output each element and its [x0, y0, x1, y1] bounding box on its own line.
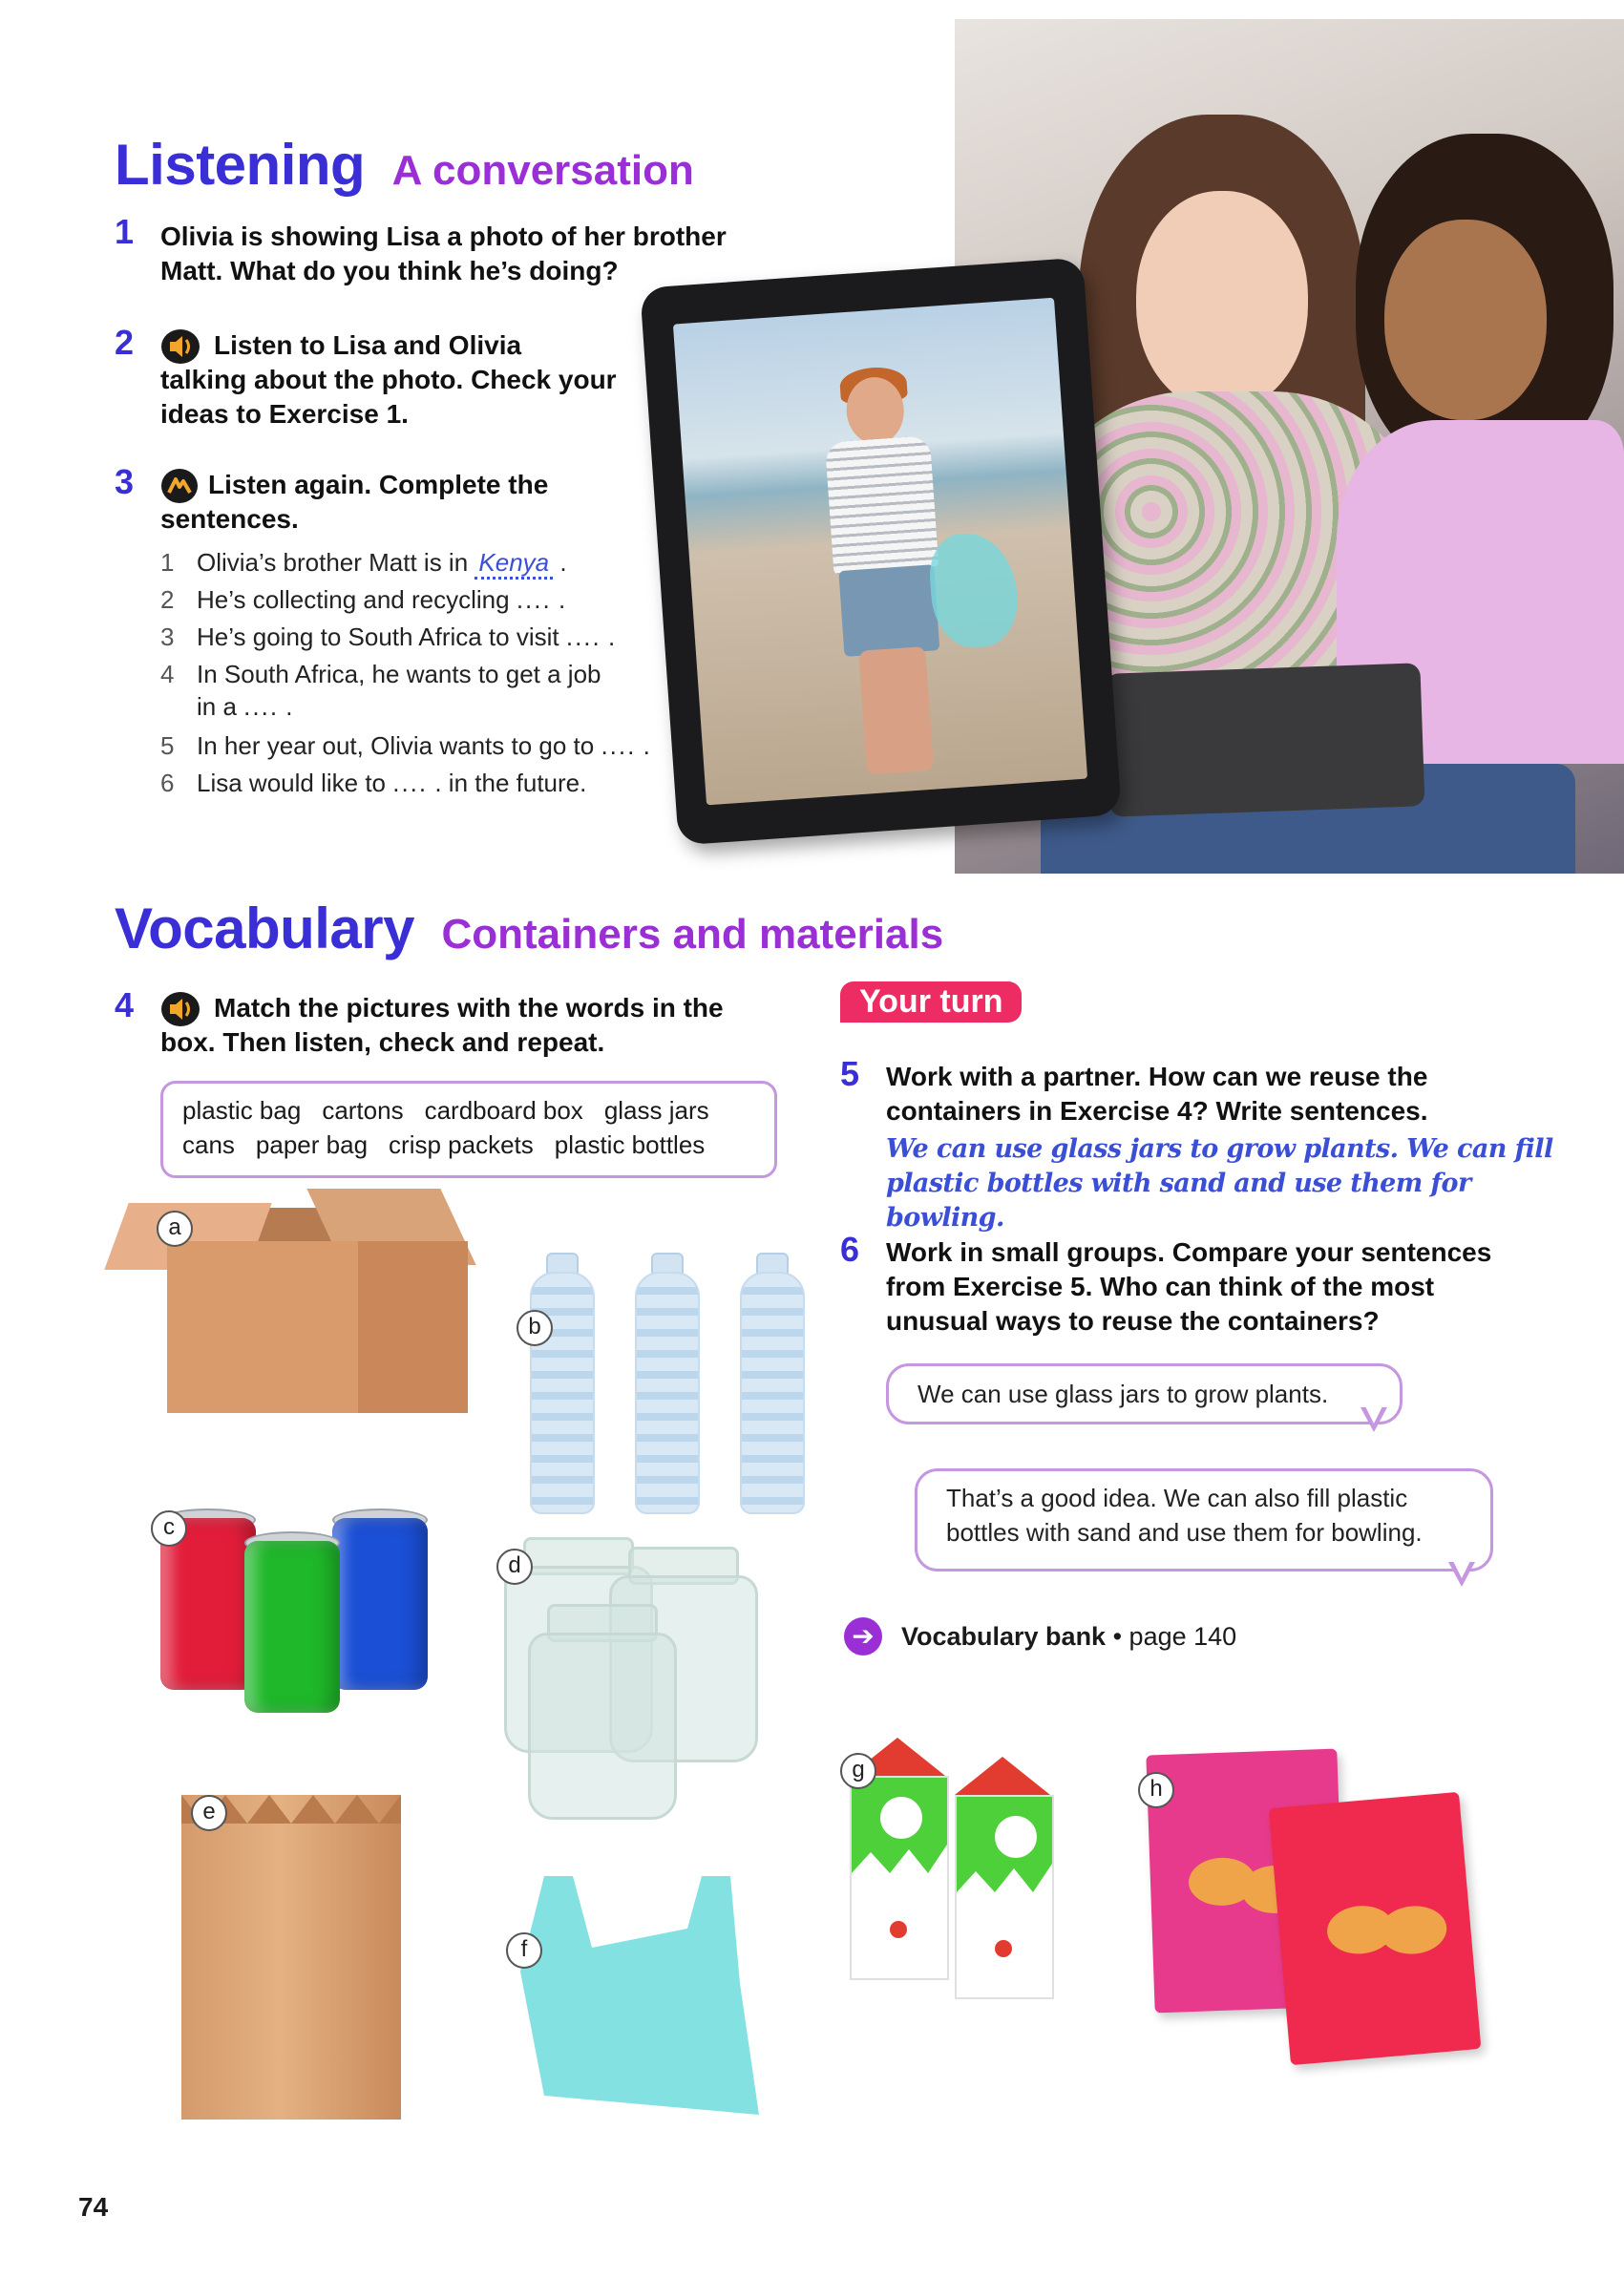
word-crisp-packets: crisp packets [389, 1130, 534, 1159]
speech-bubble-1: We can use glass jars to grow plants. [886, 1363, 1403, 1424]
exercise-3-number: 3 [115, 462, 135, 501]
crisp-chip [1378, 1904, 1448, 1957]
exercise-6-line-2: from Exercise 5. Who can think of the most [886, 1272, 1435, 1301]
exercise-1-line-1: Olivia is showing Lisa a photo of her brother [160, 221, 727, 251]
answer-kenya[interactable]: Kenya [475, 548, 553, 580]
item-text: Lisa would like to [197, 769, 393, 797]
model-line-2: plastic bottles with sand and use them for bowling. [886, 1169, 1471, 1233]
cardboard-box-side [358, 1241, 468, 1413]
bubble-2-line-1: That’s a good idea. We can also fill plastic [946, 1484, 1408, 1512]
item-end: . [553, 548, 567, 577]
crisp-packet-red [1269, 1792, 1482, 2065]
word-cardboard-box: cardboard box [424, 1096, 583, 1125]
item-end: . [601, 622, 616, 651]
exercise-5-line-1: Work with a partner. How can we reuse the [886, 1062, 1428, 1091]
exercise-6-line-1: Work in small groups. Compare your sentences [886, 1237, 1492, 1267]
carton-dot [995, 1816, 1037, 1858]
bottle [635, 1272, 700, 1514]
green-can [244, 1541, 340, 1713]
item-text: He’s going to South Africa to visit [197, 622, 566, 651]
answer-blank[interactable]: .... [601, 731, 637, 760]
sentence-item-2 [160, 583, 565, 616]
exercise-6-line-3: unusual ways to reuse the containers? [886, 1306, 1380, 1336]
carton-top [955, 1757, 1050, 1795]
speech-bubble-2-tail-inner [1452, 1559, 1471, 1578]
picture-label-e: e [191, 1795, 227, 1831]
answer-blank[interactable]: .... [565, 622, 601, 651]
carton [850, 1776, 949, 1980]
exercise-5-number: 5 [840, 1054, 860, 1093]
picture-label-f: f [506, 1932, 542, 1969]
vocabulary-bank-label: Vocabulary bank [901, 1622, 1107, 1651]
vocabulary-heading-row [115, 896, 943, 961]
picture-label-g: g [840, 1753, 876, 1789]
exercise-5-model-answer [886, 1132, 1554, 1235]
picture-label-h: h [1138, 1772, 1174, 1808]
girl-olivia-face [1136, 191, 1308, 411]
tablet-photo-frame [640, 257, 1122, 845]
word-cartons: cartons [322, 1096, 404, 1125]
word-box-row-1 [182, 1093, 730, 1128]
word-glass-jars: glass jars [603, 1096, 709, 1125]
carton-red-dot [890, 1921, 907, 1938]
speech-bubble-1-tail-inner [1364, 1404, 1383, 1424]
sentence-item-6 [160, 767, 586, 799]
girl-lisa-face [1384, 220, 1547, 420]
exercise-4-line-1: Match the pictures with the words in the [214, 993, 724, 1023]
item-number: 1 [160, 548, 175, 577]
item-number: 5 [160, 731, 175, 760]
exercise-1-instruction [160, 220, 829, 288]
word-paper-bag: paper bag [255, 1130, 369, 1159]
exercise-2-number: 2 [115, 323, 135, 362]
jar [528, 1633, 677, 1820]
exercise-1-line-2: Matt. What do you think he’s doing? [160, 256, 619, 285]
vocabulary-heading: Vocabulary [115, 896, 415, 960]
word-plastic-bottles: plastic bottles [554, 1130, 706, 1159]
exercise-4-instruction [160, 991, 829, 1060]
speech-bubble-2 [915, 1468, 1493, 1571]
answer-blank[interactable]: .... [516, 585, 552, 614]
beach-photo [673, 298, 1087, 806]
exercise-4-number: 4 [115, 985, 135, 1024]
exercise-3-line-1: Listen again. Complete the [208, 470, 549, 499]
man-legs [858, 646, 934, 775]
exercise-3-line-2: sentences. [160, 504, 299, 534]
exercise-6-instruction [886, 1235, 1554, 1339]
model-line-1: We can use glass jars to grow plants. We can fill [886, 1134, 1553, 1164]
small-tablet [1105, 663, 1424, 816]
item-number: 4 [160, 660, 175, 688]
picture-label-b: b [517, 1310, 553, 1346]
bubble-2-line-2: bottles with sand and use them for bowling. [946, 1518, 1423, 1547]
exercise-2-line-3: ideas to Exercise 1. [160, 399, 409, 429]
sentence-item-1 [160, 546, 567, 579]
exercise-6-number: 6 [840, 1230, 860, 1269]
item-end: . [279, 692, 293, 721]
item-text: He’s collecting and recycling [197, 585, 517, 614]
recycling-bag [927, 530, 1021, 650]
bottle [740, 1272, 805, 1514]
exercise-4-line-2: box. Then listen, check and repeat. [160, 1027, 605, 1057]
word-box [160, 1081, 777, 1178]
exercise-2-instruction [160, 328, 676, 432]
page-number: 74 [78, 2192, 109, 2222]
item-text: Olivia’s brother Matt is in [197, 548, 475, 577]
answer-blank[interactable]: .... [392, 769, 429, 797]
word-plastic-bag: plastic bag [182, 1096, 302, 1125]
item-number: 3 [160, 622, 175, 651]
arrow-right-circle-icon[interactable]: ➔ [844, 1617, 882, 1656]
item-text: In South Africa, he wants to get a job [197, 660, 601, 688]
word-cans: cans [182, 1130, 235, 1159]
plastic-bag-image [520, 1876, 759, 2115]
carton-dot [880, 1797, 922, 1839]
item-number: 2 [160, 585, 175, 614]
carton [955, 1795, 1054, 1999]
item-end: . [636, 731, 650, 760]
picture-label-d: d [496, 1549, 533, 1585]
your-turn-badge: Your turn [840, 981, 1022, 1023]
paper-bag-image [181, 1795, 401, 2120]
item-number: 6 [160, 769, 175, 797]
vocabulary-bank-link[interactable] [901, 1619, 1236, 1654]
vocabulary-subheading: Containers and materials [441, 911, 944, 958]
man-shirt [825, 435, 939, 576]
picture-label-c: c [151, 1510, 187, 1547]
vocabulary-bank-separator: • [1106, 1622, 1129, 1651]
sentence-item-3 [160, 621, 615, 653]
exercise-2-line-2: talking about the photo. Check your [160, 365, 617, 394]
exercise-2-line-1: Listen to Lisa and Olivia [214, 330, 522, 360]
sentence-item-5 [160, 729, 650, 762]
exercise-1-number: 1 [115, 212, 135, 251]
item-end: . [551, 585, 566, 614]
man-shorts [838, 564, 939, 657]
picture-label-a: a [157, 1211, 193, 1247]
listening-heading-row [115, 132, 694, 198]
exercise-3-instruction [160, 468, 657, 537]
word-box-row-2 [182, 1128, 726, 1162]
blue-can [332, 1518, 428, 1690]
cardboard-box-image [167, 1241, 358, 1413]
exercise-5-instruction [886, 1060, 1554, 1128]
answer-blank[interactable]: .... [243, 692, 280, 721]
vocabulary-bank-page: page 140 [1128, 1622, 1237, 1651]
listening-heading: Listening [115, 133, 366, 197]
sentence-item-4 [160, 658, 601, 723]
item-text: In her year out, Olivia wants to go to [197, 731, 601, 760]
exercise-5-line-2: containers in Exercise 4? Write sentences. [886, 1096, 1428, 1126]
carton-red-dot [995, 1940, 1012, 1957]
bottle [530, 1272, 595, 1514]
item-end: . in the future. [428, 769, 587, 797]
listening-subheading: A conversation [391, 147, 694, 194]
item-text-2: in a [197, 692, 244, 721]
